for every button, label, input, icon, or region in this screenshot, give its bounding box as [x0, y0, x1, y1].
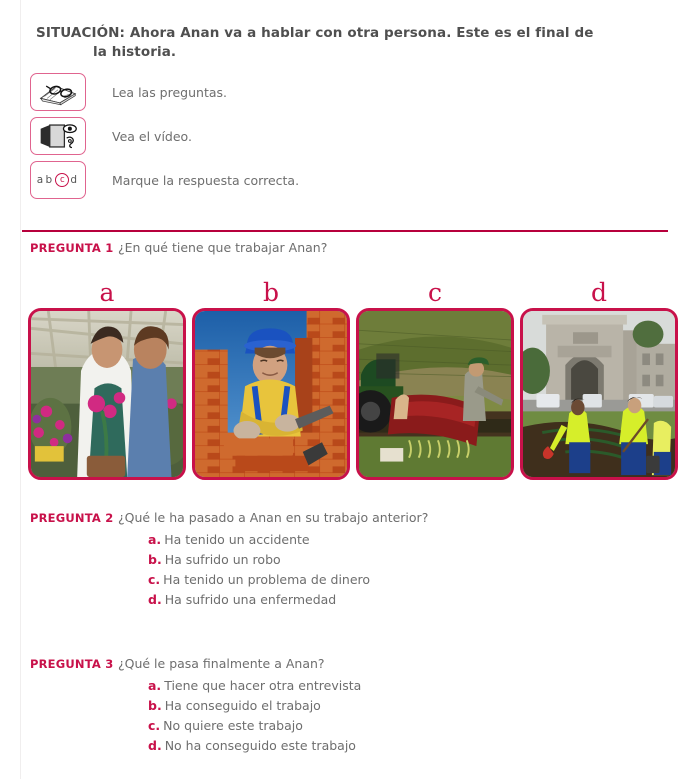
question-3-label: PREGUNTA 3	[30, 657, 114, 671]
question-2-text: ¿Qué le ha pasado a Anan en su trabajo anterior?	[118, 510, 429, 525]
instruction-row-read	[30, 70, 650, 114]
abcd-letter-c-circled: c	[55, 173, 69, 187]
answer-letter-b: b.	[148, 698, 162, 713]
question-2-block	[0, 510, 690, 610]
answer-text-d: Ha sufrido una enfermedad	[164, 592, 337, 607]
question-1-header	[0, 240, 690, 255]
question-1-text: ¿En qué tiene que trabajar Anan?	[118, 240, 328, 255]
situation-line-1: SITUACIÓN: Ahora Anan va a hablar con otra persona. Este es el final de	[36, 25, 594, 41]
option-b[interactable]	[192, 280, 350, 480]
answer-text-c: Ha tenido un problema de dinero	[163, 572, 371, 587]
answer-option-a[interactable]	[148, 530, 690, 550]
question-2-header	[0, 510, 690, 525]
abcd-letter-a: a	[36, 174, 46, 186]
instruction-label-read: Lea las preguntas.	[112, 84, 228, 100]
tv-eye-ear-icon	[30, 117, 86, 155]
answer-text-c: No quiere este trabajo	[163, 718, 303, 733]
answer-letter-c: c.	[148, 572, 161, 587]
question-2-label: PREGUNTA 2	[30, 511, 114, 525]
answer-option-c[interactable]	[148, 570, 690, 590]
option-b-letter: b	[262, 278, 279, 307]
florist-greenhouse-photo[interactable]	[28, 308, 186, 480]
question-1-label: PREGUNTA 1	[30, 241, 114, 255]
option-c-letter: c	[427, 278, 442, 307]
answer-option-d[interactable]	[148, 736, 690, 756]
question-3-block	[0, 656, 690, 756]
answer-text-a: Tiene que hacer otra entrevista	[164, 678, 362, 693]
answer-letter-b: b.	[148, 552, 162, 567]
option-c[interactable]	[356, 280, 514, 480]
question-3-text: ¿Qué le pasa finalmente a Anan?	[118, 656, 325, 671]
instruction-row-watch	[30, 114, 650, 158]
answer-letter-d: d.	[148, 738, 162, 753]
instruction-label-watch: Vea el vídeo.	[112, 128, 192, 144]
answer-text-a: Ha tenido un accidente	[164, 532, 310, 547]
option-a[interactable]	[28, 280, 186, 480]
answer-text-b: Ha conseguido el trabajo	[164, 698, 321, 713]
option-d-letter: d	[590, 278, 607, 307]
instructions-list	[30, 70, 650, 202]
abcd-letter-d: d	[70, 174, 80, 186]
park-gardeners-madrid-photo[interactable]	[520, 308, 678, 480]
farm-tractor-field-photo[interactable]	[356, 308, 514, 480]
answer-letter-c: c.	[148, 718, 161, 733]
answer-letter-d: d.	[148, 592, 162, 607]
question-3-header	[0, 656, 690, 671]
situation-heading	[36, 24, 616, 62]
book-glasses-icon	[30, 73, 86, 111]
answer-text-d: No ha conseguido este trabajo	[164, 738, 356, 753]
abcd-letters	[37, 173, 79, 187]
abcd-letter-b: b	[45, 174, 55, 186]
question-1-image-options	[28, 280, 678, 480]
option-d[interactable]	[520, 280, 678, 480]
answer-text-b: Ha sufrido un robo	[164, 552, 281, 567]
answer-letter-a: a.	[148, 678, 162, 693]
question-1-block	[0, 240, 690, 307]
option-a-letter: a	[99, 278, 115, 307]
answer-option-b[interactable]	[148, 696, 690, 716]
question-2-answers	[0, 530, 690, 610]
answer-letter-a: a.	[148, 532, 162, 547]
instruction-row-mark	[30, 158, 650, 202]
section-divider	[22, 230, 668, 232]
abcd-multiple-choice-icon	[30, 161, 86, 199]
question-3-answers	[0, 676, 690, 756]
answer-option-d[interactable]	[148, 590, 690, 610]
bricklayer-construction-photo[interactable]	[192, 308, 350, 480]
situation-line-2: la historia.	[93, 44, 177, 60]
answer-option-b[interactable]	[148, 550, 690, 570]
answer-option-c[interactable]	[148, 716, 690, 736]
instruction-label-mark: Marque la respuesta correcta.	[112, 172, 300, 188]
answer-option-a[interactable]	[148, 676, 690, 696]
